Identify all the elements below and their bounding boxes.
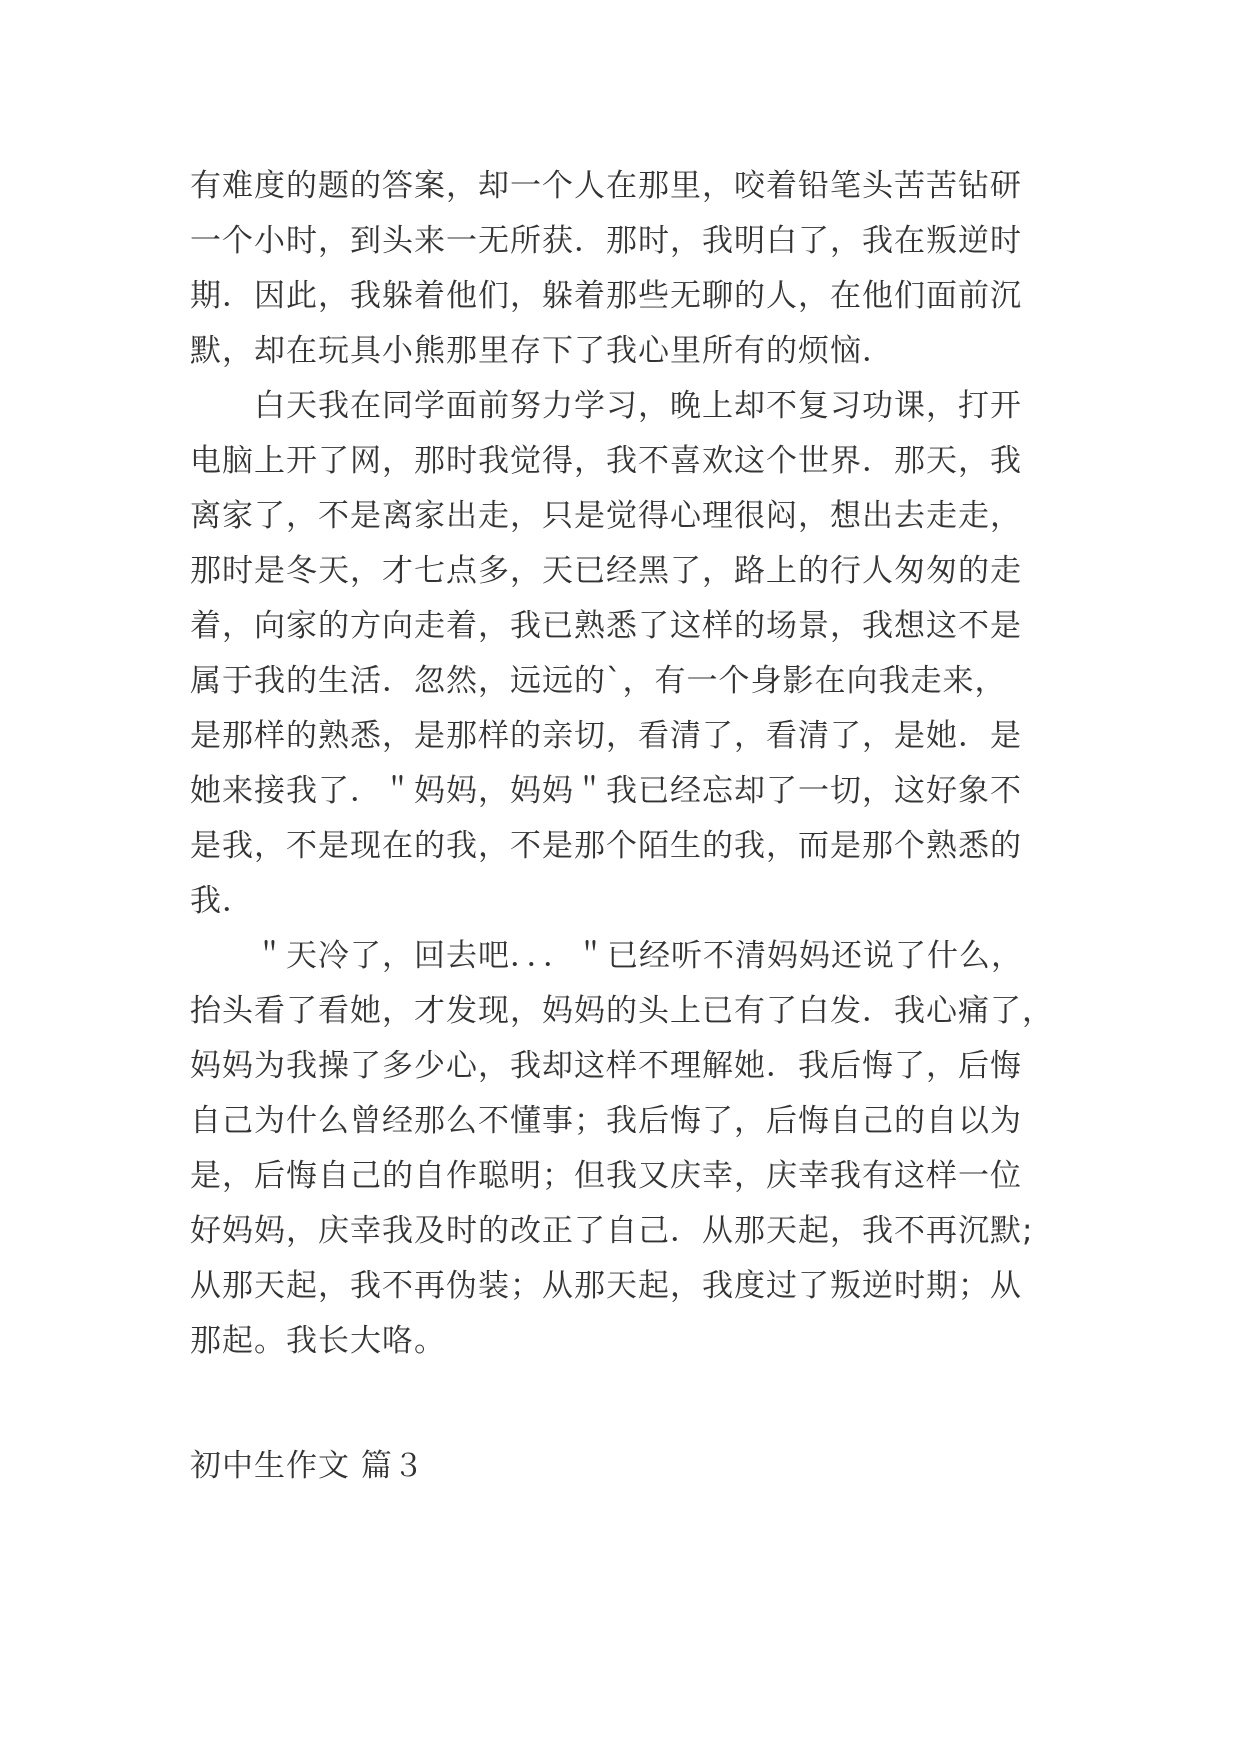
text-line: 她来接我了．＂妈妈，妈妈＂我已经忘却了一切，这好象不 [190, 773, 1022, 809]
text-line: 妈妈为我操了多少心，我却这样不理解她．我后悔了，后悔 [190, 1048, 1022, 1084]
text-line: 一个小时，到头来一无所获．那时，我明白了，我在叛逆时 [190, 223, 1022, 259]
text-line: 自己为什么曾经那么不懂事；我后悔了，后悔自己的自以为 [190, 1103, 1022, 1139]
text-line: 离家了，不是离家出走，只是觉得心理很闷，想出去走走， [190, 498, 1022, 534]
text-line: 是我，不是现在的我，不是那个陌生的我，而是那个熟悉的 [190, 828, 1022, 864]
text-line: 默，却在玩具小熊那里存下了我心里所有的烦恼． [190, 333, 894, 369]
text-line: 从那天起，我不再伪装；从那天起，我度过了叛逆时期；从 [190, 1268, 1022, 1304]
text-line: 好妈妈，庆幸我及时的改正了自己．从那天起，我不再沉默; [190, 1213, 1034, 1249]
text-line: 抬头看了看她，才发现，妈妈的头上已有了白发．我心痛了， [190, 993, 1054, 1029]
text-line: 白天我在同学面前努力学习，晚上却不复习功课，打开 [190, 388, 1022, 424]
text-line: 期．因此，我躲着他们，躲着那些无聊的人，在他们面前沉 [190, 278, 1022, 314]
text-line: 那时是冬天，才七点多，天已经黑了，路上的行人匆匆的走 [190, 553, 1022, 589]
text-line: 那起。我长大咯。 [190, 1323, 446, 1359]
text-line: 属于我的生活．忽然，远远的`，有一个身影在向我走来， [190, 663, 1007, 699]
text-line: 电脑上开了网，那时我觉得，我不喜欢这个世界．那天，我 [190, 443, 1022, 479]
text-line: 我． [190, 883, 254, 919]
text-line: 是，后悔自己的自作聪明；但我又庆幸，庆幸我有这样一位 [190, 1158, 1022, 1194]
text-line: 是那样的熟悉，是那样的亲切，看清了，看清了，是她．是 [190, 718, 1022, 754]
text-line: ＂天冷了，回去吧．．．＂已经听不清妈妈还说了什么， [190, 938, 1023, 974]
text-line: 着，向家的方向走着，我已熟悉了这样的场景，我想这不是 [190, 608, 1022, 644]
text-line: 有难度的题的答案，却一个人在那里，咬着铅笔头苦苦钻研 [190, 168, 1022, 204]
section-title: 初中生作文 篇３ [190, 1448, 425, 1484]
